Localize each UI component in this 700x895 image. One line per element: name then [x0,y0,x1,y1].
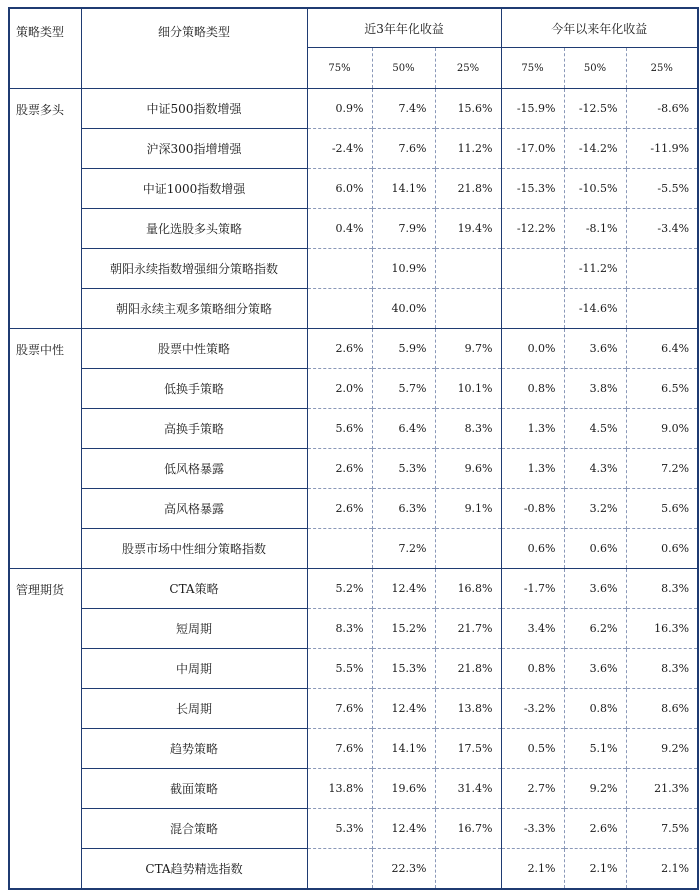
value-3y-75: 2.6% [307,329,372,369]
value-ytd-50: -14.6% [564,289,626,329]
header-pct-3y-25: 25% [435,48,501,89]
value-ytd-25: 9.0% [626,409,698,449]
header-pct-ytd-25: 25% [626,48,698,89]
value-ytd-50: 6.2% [564,609,626,649]
table-row [9,369,698,409]
value-3y-75 [307,249,372,289]
value-ytd-50: 2.1% [564,849,626,890]
value-ytd-75: 0.0% [501,329,564,369]
value-ytd-75: 3.4% [501,609,564,649]
table-body [9,89,698,890]
value-3y-25: 16.7% [435,809,501,849]
value-3y-50: 14.1% [372,729,435,769]
value-3y-50: 5.9% [372,329,435,369]
value-ytd-75: 0.6% [501,529,564,569]
value-ytd-75: -17.0% [501,129,564,169]
value-3y-25: 31.4% [435,769,501,809]
sub-strategy-name: 低风格暴露 [81,449,307,489]
value-3y-75: 5.5% [307,649,372,689]
value-3y-75: 6.0% [307,169,372,209]
sub-strategy-name: CTA趋势精选指数 [81,849,307,890]
value-ytd-25: 8.3% [626,569,698,609]
value-3y-25: 11.2% [435,129,501,169]
value-ytd-25: 2.1% [626,849,698,890]
table-row [9,569,698,609]
category-cell: 管理期货 [9,569,81,890]
value-ytd-75: -0.8% [501,489,564,529]
value-3y-50: 19.6% [372,769,435,809]
value-ytd-75: -1.7% [501,569,564,609]
value-ytd-50: 3.8% [564,369,626,409]
header-pct-ytd-50: 50% [564,48,626,89]
header-group-3y: 近3年年化收益 [307,8,501,48]
value-ytd-50: 5.1% [564,729,626,769]
table-row [9,609,698,649]
value-ytd-25: 5.6% [626,489,698,529]
value-3y-50: 12.4% [372,809,435,849]
value-3y-50: 12.4% [372,689,435,729]
table-row [9,529,698,569]
value-ytd-25: 8.6% [626,689,698,729]
table-row [9,289,698,329]
value-ytd-50: 9.2% [564,769,626,809]
value-3y-25: 9.7% [435,329,501,369]
value-3y-75: 5.3% [307,809,372,849]
value-ytd-50: 4.5% [564,409,626,449]
sub-strategy-name: 中周期 [81,649,307,689]
table-row [9,849,698,890]
header-pct-3y-50: 50% [372,48,435,89]
value-ytd-50: 2.6% [564,809,626,849]
value-3y-50: 6.3% [372,489,435,529]
header-strategy-type: 策略类型 [9,8,81,89]
sub-strategy-name: 混合策略 [81,809,307,849]
sub-strategy-name: 中证500指数增强 [81,89,307,129]
value-ytd-50: -11.2% [564,249,626,289]
sub-strategy-name: 短周期 [81,609,307,649]
value-3y-75: -2.4% [307,129,372,169]
value-3y-50: 40.0% [372,289,435,329]
value-ytd-75: -3.2% [501,689,564,729]
value-ytd-25: -5.5% [626,169,698,209]
value-ytd-50: 4.3% [564,449,626,489]
value-3y-75: 5.6% [307,409,372,449]
value-ytd-50: -8.1% [564,209,626,249]
value-ytd-50: 0.8% [564,689,626,729]
value-ytd-50: 3.6% [564,569,626,609]
value-ytd-75 [501,249,564,289]
sub-strategy-name: 低换手策略 [81,369,307,409]
value-ytd-25: 6.4% [626,329,698,369]
sub-strategy-name: 高换手策略 [81,409,307,449]
table-row [9,689,698,729]
value-ytd-25: 7.2% [626,449,698,489]
value-ytd-25: 8.3% [626,649,698,689]
table-row [9,409,698,449]
value-ytd-25: 7.5% [626,809,698,849]
value-3y-50: 12.4% [372,569,435,609]
value-ytd-25: 6.5% [626,369,698,409]
header-sub-strategy-type: 细分策略类型 [81,8,307,89]
value-3y-75 [307,849,372,890]
table-row [9,169,698,209]
sub-strategy-name: CTA策略 [81,569,307,609]
value-3y-25 [435,289,501,329]
value-3y-50: 22.3% [372,849,435,890]
value-ytd-75: -3.3% [501,809,564,849]
value-3y-25: 21.8% [435,649,501,689]
value-ytd-50: -14.2% [564,129,626,169]
value-3y-50: 7.4% [372,89,435,129]
value-3y-75: 0.9% [307,89,372,129]
table-row [9,129,698,169]
value-3y-50: 5.3% [372,449,435,489]
value-ytd-25: 16.3% [626,609,698,649]
table-row [9,329,698,369]
value-3y-25: 13.8% [435,689,501,729]
value-3y-25: 9.1% [435,489,501,529]
table-row [9,449,698,489]
value-3y-25 [435,529,501,569]
value-3y-25: 19.4% [435,209,501,249]
value-ytd-25: 0.6% [626,529,698,569]
sub-strategy-name: 股票中性策略 [81,329,307,369]
header-pct-3y-75: 75% [307,48,372,89]
value-ytd-50: 3.2% [564,489,626,529]
sub-strategy-name: 中证1000指数增强 [81,169,307,209]
value-3y-50: 7.2% [372,529,435,569]
header-pct-ytd-75: 75% [501,48,564,89]
table-row [9,649,698,689]
value-3y-75 [307,289,372,329]
table-row [9,769,698,809]
value-3y-75: 2.0% [307,369,372,409]
value-3y-25: 8.3% [435,409,501,449]
value-ytd-75: -12.2% [501,209,564,249]
value-3y-50: 7.6% [372,129,435,169]
value-ytd-25: 21.3% [626,769,698,809]
value-ytd-75: 0.5% [501,729,564,769]
value-3y-75: 7.6% [307,689,372,729]
value-ytd-50: 3.6% [564,329,626,369]
value-ytd-25 [626,289,698,329]
value-3y-25 [435,249,501,289]
sub-strategy-name: 股票市场中性细分策略指数 [81,529,307,569]
sub-strategy-name: 朝阳永续指数增强细分策略指数 [81,249,307,289]
value-3y-50: 15.2% [372,609,435,649]
value-3y-25: 21.7% [435,609,501,649]
table-row [9,209,698,249]
value-ytd-75: 2.7% [501,769,564,809]
value-ytd-50: 0.6% [564,529,626,569]
header-group-ytd: 今年以来年化收益 [501,8,698,48]
value-3y-75: 0.4% [307,209,372,249]
value-3y-50: 5.7% [372,369,435,409]
table-header [9,8,698,89]
value-3y-50: 10.9% [372,249,435,289]
value-3y-25: 10.1% [435,369,501,409]
sub-strategy-name: 朝阳永续主观多策略细分策略 [81,289,307,329]
value-3y-50: 7.9% [372,209,435,249]
sub-strategy-name: 沪深300指增增强 [81,129,307,169]
value-ytd-50: -10.5% [564,169,626,209]
value-ytd-75: 1.3% [501,449,564,489]
value-3y-75: 13.8% [307,769,372,809]
value-3y-75: 2.6% [307,449,372,489]
value-3y-25: 21.8% [435,169,501,209]
value-ytd-75: -15.3% [501,169,564,209]
strategy-returns-table [8,7,699,890]
value-ytd-75 [501,289,564,329]
value-ytd-75: 1.3% [501,409,564,449]
value-3y-25: 15.6% [435,89,501,129]
value-ytd-25: -8.6% [626,89,698,129]
value-ytd-50: -12.5% [564,89,626,129]
sub-strategy-name: 截面策略 [81,769,307,809]
value-ytd-25: 9.2% [626,729,698,769]
value-ytd-75: 2.1% [501,849,564,890]
sub-strategy-name: 长周期 [81,689,307,729]
value-ytd-25 [626,249,698,289]
value-ytd-50: 3.6% [564,649,626,689]
value-3y-75: 2.6% [307,489,372,529]
value-ytd-25: -11.9% [626,129,698,169]
value-ytd-75: -15.9% [501,89,564,129]
table-row [9,729,698,769]
sub-strategy-name: 趋势策略 [81,729,307,769]
sub-strategy-name: 量化选股多头策略 [81,209,307,249]
table-row [9,489,698,529]
value-3y-25 [435,849,501,890]
value-3y-25: 17.5% [435,729,501,769]
value-ytd-75: 0.8% [501,649,564,689]
value-ytd-75: 0.8% [501,369,564,409]
table-row [9,809,698,849]
category-cell: 股票中性 [9,329,81,569]
value-3y-75: 5.2% [307,569,372,609]
value-3y-25: 9.6% [435,449,501,489]
value-3y-50: 14.1% [372,169,435,209]
value-3y-75 [307,529,372,569]
category-cell: 股票多头 [9,89,81,329]
value-3y-75: 7.6% [307,729,372,769]
value-3y-75: 8.3% [307,609,372,649]
value-ytd-25: -3.4% [626,209,698,249]
table-row [9,89,698,129]
value-3y-50: 15.3% [372,649,435,689]
sub-strategy-name: 高风格暴露 [81,489,307,529]
value-3y-25: 16.8% [435,569,501,609]
value-3y-50: 6.4% [372,409,435,449]
table-row [9,249,698,289]
